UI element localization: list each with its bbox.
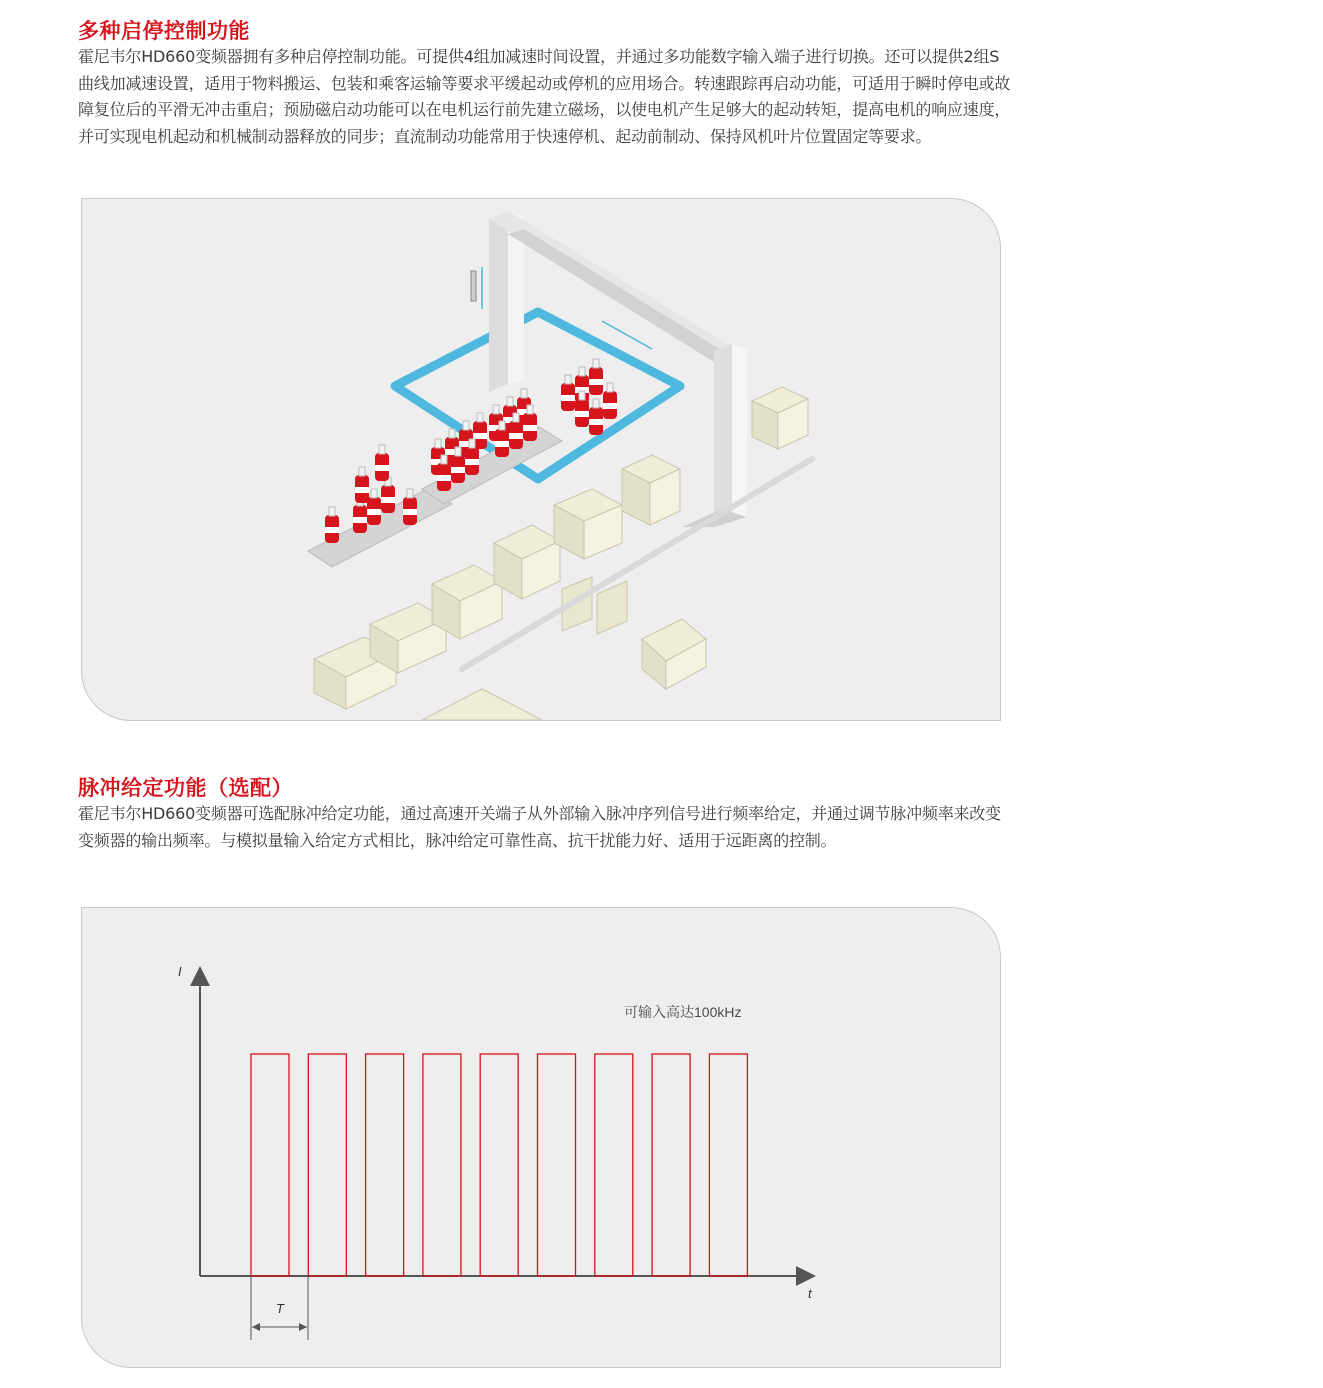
section-body-pulse: 霍尼韦尔HD660变频器可选配脉冲给定功能，通过高速开关端子从外部输入脉冲序列信号进行频率给定，并通过调节脉冲频率来改变变频器的输出频率。与模拟量输入给定方式相比，脉冲给定可靠性高、抗干扰能力好、适用于远距离的控制。 (78, 804, 1001, 850)
y-axis-arrow (190, 966, 210, 986)
pulse-2 (308, 1054, 346, 1276)
pulse-6 (538, 1054, 576, 1276)
pulse-9 (709, 1054, 747, 1276)
pulse-3 (366, 1054, 404, 1276)
section-title-pulse: 脉冲给定功能（选配） (78, 776, 293, 800)
pulse-7 (595, 1054, 633, 1276)
bottle (355, 467, 369, 503)
gantry-frame (489, 211, 747, 527)
pulse-1 (251, 1054, 289, 1276)
pulse-4 (423, 1054, 461, 1276)
x-axis-label: t (808, 1286, 812, 1301)
frequency-note: 可输入高达100kHz (624, 1004, 742, 1020)
period-label: T (276, 1301, 284, 1316)
pulse-waveform-chart (82, 908, 1000, 1367)
section-body-start-stop: 霍尼韦尔HD660变频器拥有多种启停控制功能。可提供4组加减速时间设置，并通过多功能数字输入端子进行切换。还可以提供2组S曲线加减速设置，适用于物料搬运、包装和乘客运输等要求平缓起动或停机的应用场合。转速跟踪再启动功能，可适用于瞬时停电或故障复位后的平滑无冲击重启；预励磁启动功能可以在电机运行前先建立磁场，以使电机产生足够大的起动转矩，提高电机的响应速度，并可实现电机起动和机械制动器释放的同步；直流制动功能常用于快速停机、起动前制动、保持风机叶片位置固定等要求。 (78, 47, 1011, 146)
x-axis-arrow (796, 1266, 816, 1286)
pulse-5 (480, 1054, 518, 1276)
bottle (561, 375, 575, 411)
bottle (603, 383, 617, 419)
bottle (589, 399, 603, 435)
y-axis-label: I (178, 964, 182, 979)
pulse-8 (652, 1054, 690, 1276)
axes (200, 980, 804, 1276)
bottle (403, 489, 417, 525)
bottle (375, 445, 389, 481)
production-line-illustration (82, 199, 1000, 720)
bottle (367, 489, 381, 525)
illustration-panel (81, 198, 1001, 721)
pulse-chart-panel (81, 907, 1001, 1368)
bottle (325, 507, 339, 543)
pulse-train (251, 1054, 747, 1276)
section-title-start-stop: 多种启停控制功能 (78, 19, 250, 43)
bottle (381, 477, 395, 513)
bottle (589, 359, 603, 395)
